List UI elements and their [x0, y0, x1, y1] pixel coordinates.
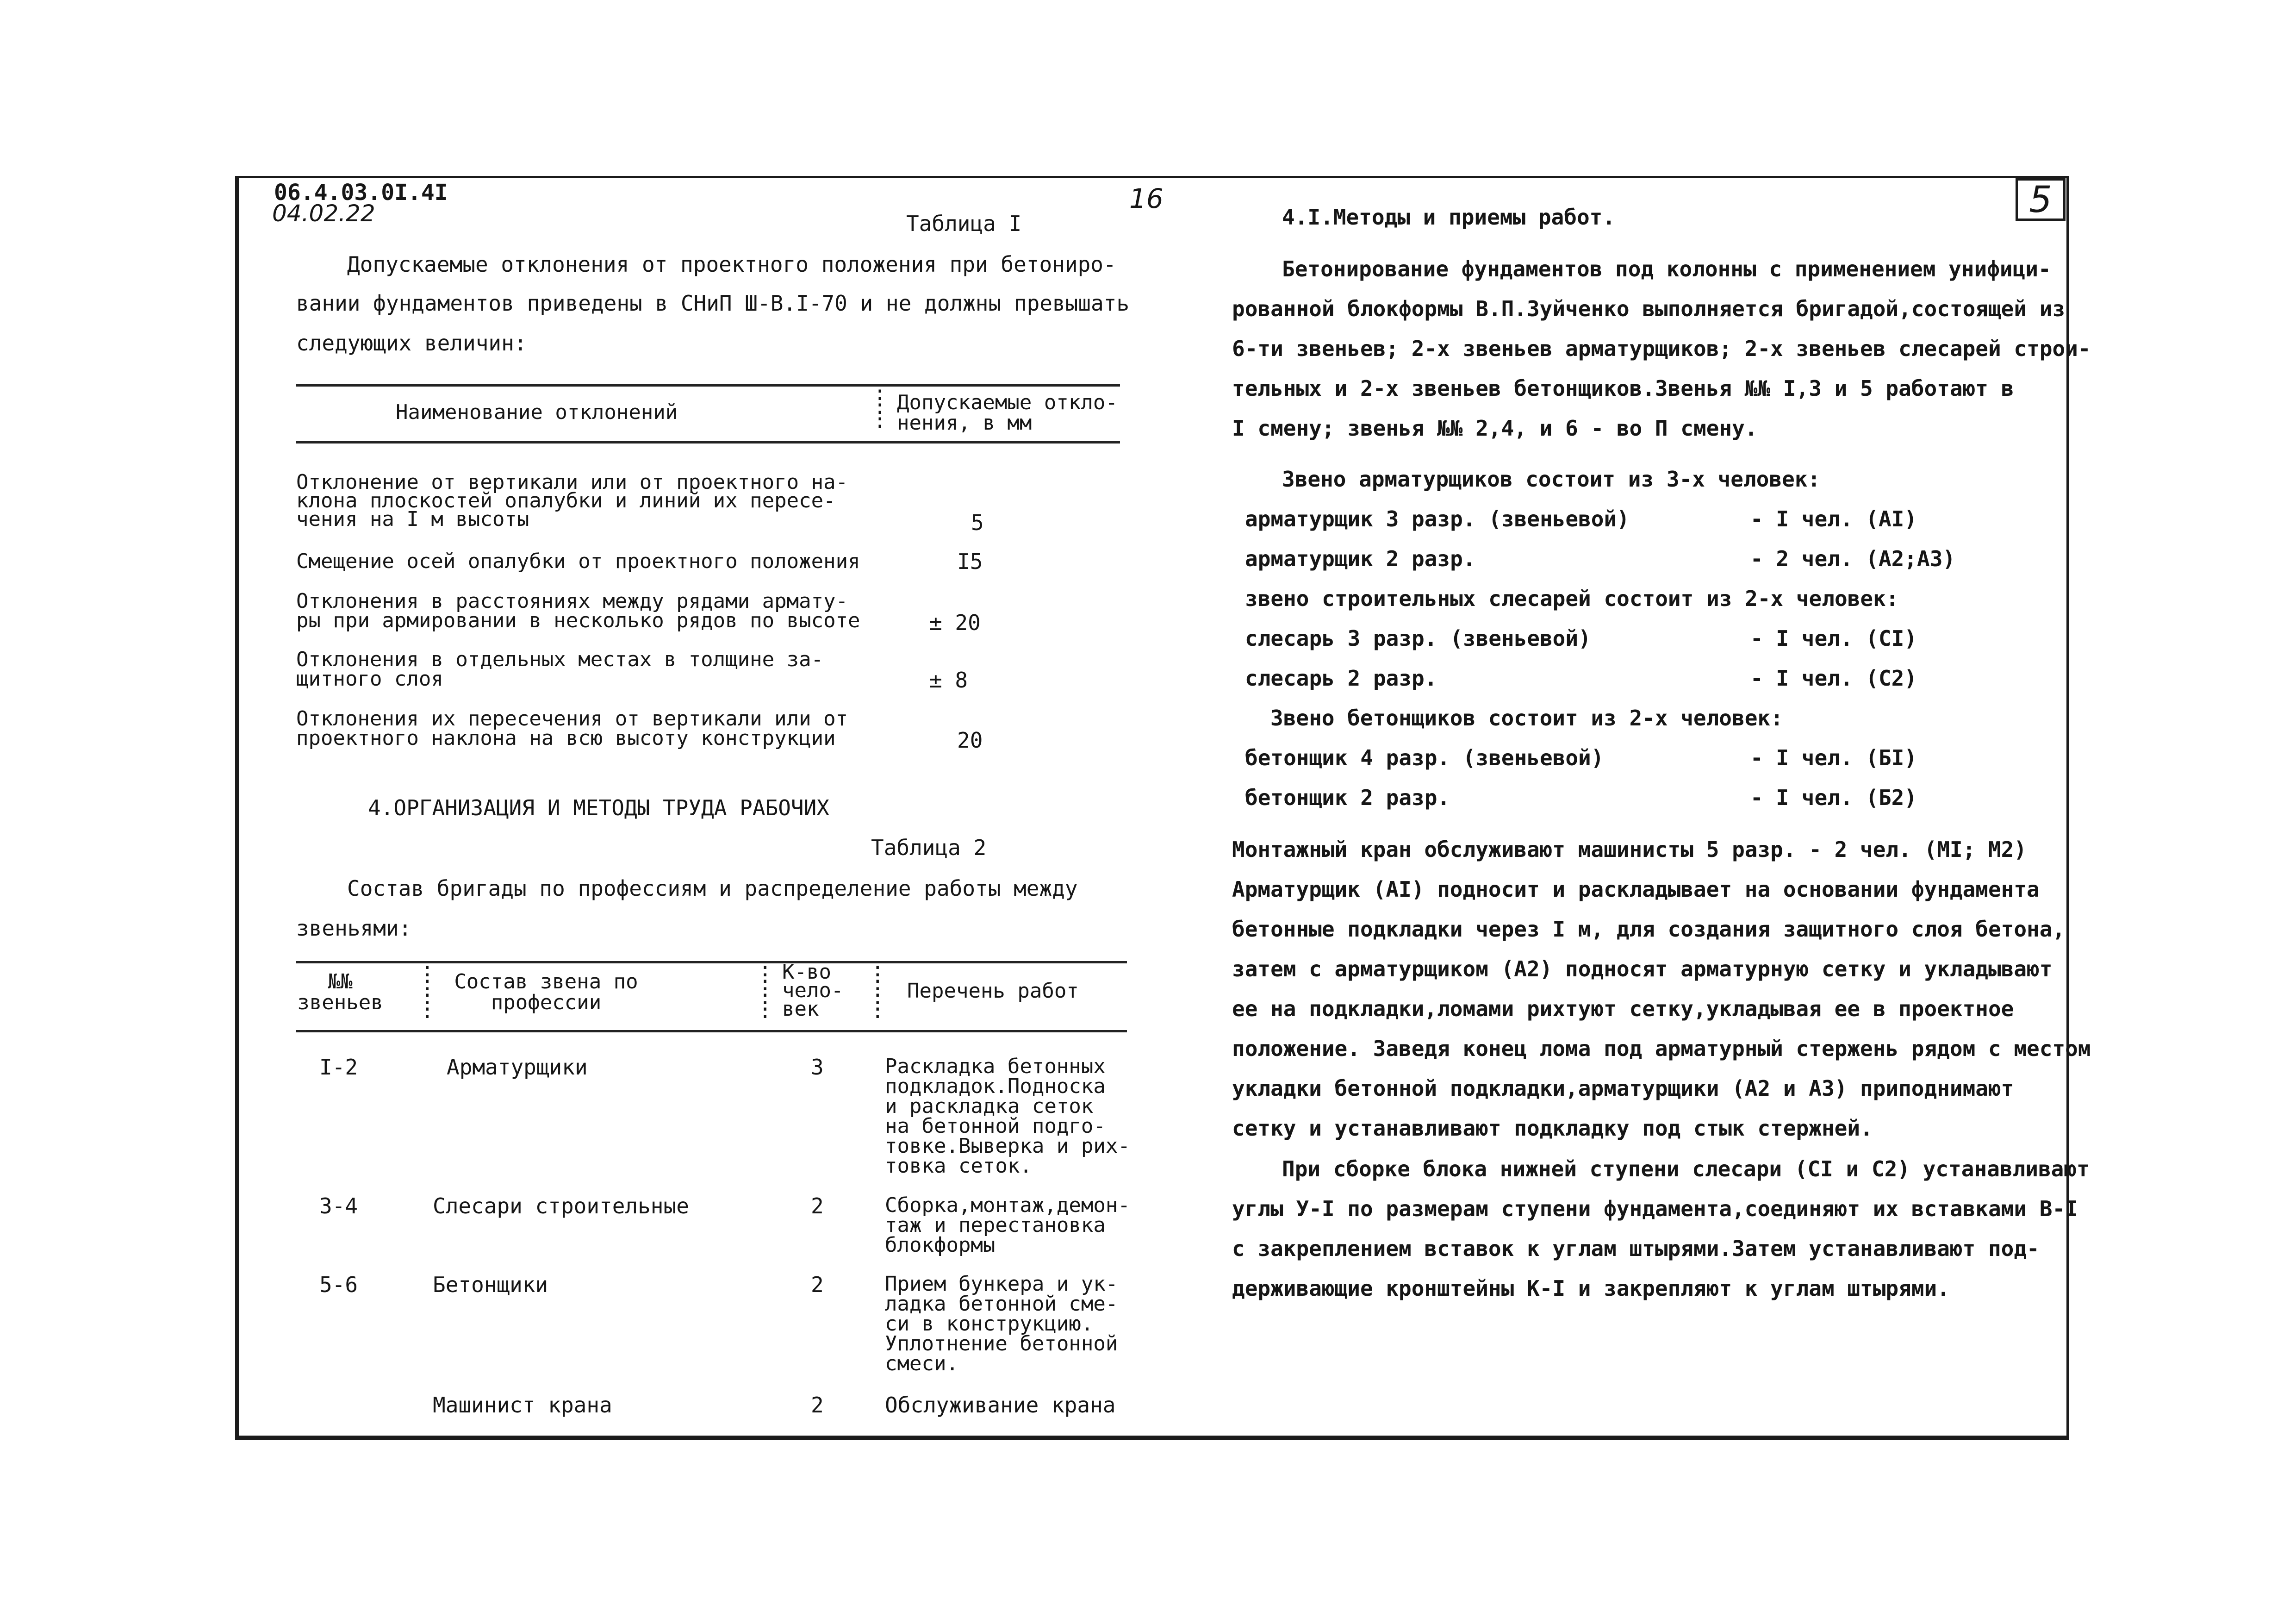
- table2-row-4-works: Обслуживание крана: [885, 1393, 1116, 1418]
- table2-row-3-works: Прием бункера и ук- ладка бетонной сме- си в конструкцию. Уплотнение бетонной смеси.: [885, 1272, 1118, 1375]
- table2-row-3-composition: Бетонщики: [433, 1272, 548, 1297]
- crew-rebar-2-who: арматурщик 2 разр.: [1245, 546, 1476, 571]
- table1-row-1-name: Отклонение от вертикали или от проектного на- клона плоскостей опалубки и линий их пересе- чения на I м высоты: [296, 470, 848, 531]
- table1-top-rule: [296, 384, 1120, 387]
- p2-line-4: затем с арматурщиком (А2) подносят арматурную сетку и укладывают: [1232, 956, 2053, 981]
- table2-row-2-works: Сборка,монтаж,демон- таж и перестановка блокформы: [885, 1193, 1130, 1257]
- p3-line-4: держивающие кронштейны К-I и закрепляют к углам штырями.: [1232, 1276, 1950, 1301]
- table2-header-works: Перечень работ: [907, 979, 1079, 1003]
- table2-row-1-works: Раскладка бетонных подкладок.Подноска и раскладка сеток на бетонной подго- товке.Выверка и рих- товка сеток.: [885, 1055, 1130, 1178]
- p3-line-3: с закреплением вставок к углам штырями.Затем устанавливают под-: [1232, 1236, 2040, 1261]
- methods-heading: 4.I.Методы и приемы работ.: [1282, 205, 1616, 230]
- section-title: 4.ОРГАНИЗАЦИЯ И МЕТОДЫ ТРУДА РАБОЧИХ: [368, 795, 829, 820]
- table2-row-2-no: 3-4: [319, 1193, 358, 1218]
- p2-line-5: ее на подкладки,ломами рихтуют сетку,укладывая ее в проектное: [1232, 996, 2014, 1021]
- p1-line-4: тельных и 2-х звеньев бетонщиков.Звенья №№ I,3 и 5 работают в: [1232, 376, 2014, 401]
- intro-line-1: Допускаемые отклонения от проектного положения при бетониро-: [347, 252, 1116, 277]
- table2-intro-line-1: Состав бригады по профессиям и распределение работы между: [347, 876, 1078, 901]
- table2-header-composition: Состав звена по профессии: [454, 970, 638, 1014]
- p1-line-2: рованной блокформы В.П.Зуйченко выполняется бригадой,состоящей из: [1232, 296, 2066, 321]
- crew-fitters-1-who: слесарь 3 разр. (звеньевой): [1245, 626, 1591, 651]
- intro-line-2: вании фундаментов приведены в СНиП Ш-В.I-70 и не должны превышать: [296, 291, 1130, 316]
- crew-rebar-1-who: арматурщик 3 разр. (звеньевой): [1245, 506, 1630, 531]
- p1-line-3: 6-ти звеньев; 2-х звеньев арматурщиков; 2-х звеньев слесарей строи-: [1232, 336, 2091, 361]
- table1-col-separator: : : :: [874, 381, 886, 433]
- table2-row-1-composition: Арматурщики: [447, 1055, 588, 1080]
- table1-row-4-value: ± 8: [929, 668, 968, 693]
- table1-col1-header: Наименование отклонений: [396, 400, 678, 424]
- table2-separator-1: : : : :: [421, 958, 434, 1023]
- document-code: 06.4.03.0I.4I: [274, 180, 448, 206]
- table2-header-rule: [296, 1030, 1127, 1032]
- table1-row-4-name: Отклонения в отдельных местах в толщине за- щитного слоя: [296, 648, 824, 691]
- p2-line-2: Арматурщик (АI) подносит и раскладывает на основании фундамента: [1232, 877, 2040, 902]
- p2-line-1: Монтажный кран обслуживают машинисты 5 разр. - 2 чел. (МI; М2): [1232, 837, 2027, 862]
- table2-row-1-count: 3: [811, 1055, 824, 1080]
- table1-caption: Таблица I: [906, 211, 1022, 236]
- crew-concrete-2-who: бетонщик 2 разр.: [1245, 785, 1450, 810]
- table1-row-3-name: Отклонения в расстояниях между рядами армату- ры при армировании в несколько рядов по высоте: [296, 589, 860, 632]
- table2-row-3-count: 2: [811, 1272, 824, 1297]
- p1-line-1: Бетонирование фундаментов под колонны с применением унифици-: [1282, 256, 2051, 281]
- crew-concrete-1-who: бетонщик 4 разр. (звеньевой): [1245, 745, 1604, 770]
- table2-row-1-no: I-2: [319, 1055, 358, 1080]
- table2-row-2-composition: Слесари строительные: [433, 1193, 689, 1218]
- p2-line-7: укладки бетонной подкладки,арматурщики (А2 и А3) приподнимают: [1232, 1076, 2014, 1101]
- page-number: 16: [1129, 183, 1164, 214]
- table1-row-1-value: 5: [971, 510, 984, 535]
- table2-row-4-composition: Машинист крана: [433, 1393, 612, 1418]
- table2-intro-line-2: звеньями:: [296, 916, 412, 941]
- table2-header-count: К-во чело- век: [782, 960, 844, 1021]
- crew-concrete-intro: Звено бетонщиков состоит из 2-х человек:: [1270, 706, 1783, 731]
- crew-concrete-1-qty: - I чел. (БI): [1750, 745, 1917, 770]
- p3-line-1: При сборке блока нижней ступени слесари (СI и С2) устанавливают: [1282, 1156, 2090, 1181]
- table1-row-2-value: I5: [957, 549, 983, 574]
- crew-concrete-2-qty: - I чел. (Б2): [1750, 785, 1917, 810]
- p2-line-8: сетку и устанавливают подкладку под стык стержней.: [1232, 1116, 1873, 1141]
- sheet-number-box: [2016, 178, 2066, 221]
- p3-line-2: углы У-I по размерам ступени фундамента,соединяют их вставками В-I: [1232, 1196, 2078, 1221]
- crew-rebar-1-qty: - I чел. (АI): [1750, 506, 1917, 531]
- table2-row-4-count: 2: [811, 1393, 824, 1418]
- table1-row-5-name: Отклонения их пересечения от вертикали или от проектного наклона на всю высоту конструкции: [296, 707, 848, 750]
- document-date: 04.02.22: [272, 200, 375, 227]
- table2-row-2-count: 2: [811, 1193, 824, 1218]
- crew-rebar-intro: Звено арматурщиков состоит из 3-х человек:: [1282, 467, 1821, 492]
- crew-fitters-intro: звено строительных слесарей состоит из 2-х человек:: [1245, 586, 1899, 611]
- p2-line-3: бетонные подкладки через I м, для создания защитного слоя бетона,: [1232, 917, 2066, 942]
- table1-row-5-value: 20: [957, 728, 983, 753]
- table1-col2-header: Допускаемые откло- нения, в мм: [897, 391, 1118, 435]
- p2-line-6: положение. Заведя конец лома под арматурный стержень рядом с местом: [1232, 1036, 2091, 1061]
- table2-caption: Таблица 2: [871, 835, 987, 860]
- table2-separator-3: : : : :: [871, 958, 884, 1023]
- table2-row-3-no: 5-6: [319, 1272, 358, 1297]
- crew-rebar-2-qty: - 2 чел. (А2;А3): [1750, 546, 1956, 571]
- intro-line-3: следующих величин:: [296, 331, 527, 356]
- table1-row-2-name: Смещение осей опалубки от проектного положения: [296, 550, 860, 573]
- table2-header-no: №№ звеньев: [297, 970, 383, 1014]
- crew-fitters-1-qty: - I чел. (СI): [1750, 626, 1917, 651]
- crew-fitters-2-who: слесарь 2 разр.: [1245, 666, 1437, 691]
- crew-fitters-2-qty: - I чел. (С2): [1750, 666, 1917, 691]
- table2-separator-2: : : : :: [759, 958, 772, 1023]
- sheet-number: 5: [2029, 179, 2052, 221]
- p1-line-5: I смену; звенья №№ 2,4, и 6 - во П смену.: [1232, 416, 1758, 441]
- table1-row-3-value: ± 20: [929, 610, 981, 635]
- table1-header-rule: [296, 441, 1120, 443]
